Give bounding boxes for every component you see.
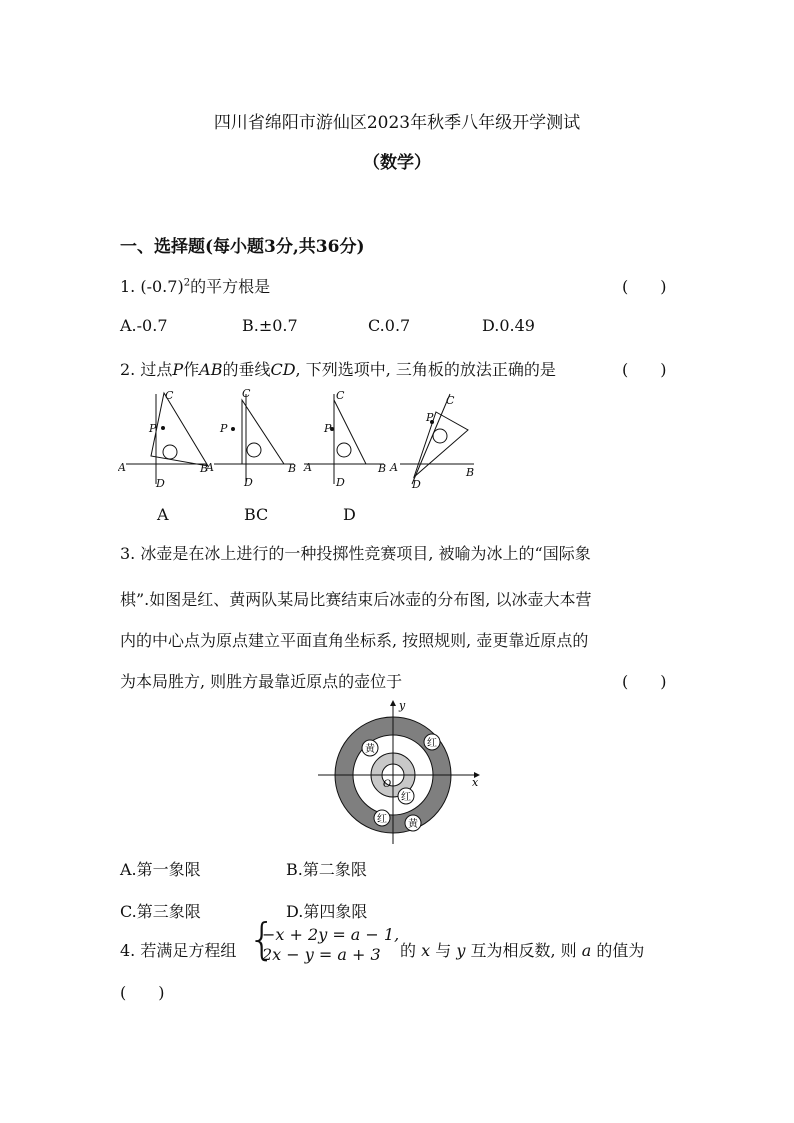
q4-var-x: x <box>421 941 431 960</box>
q4-t3: 互为相反数, 则 <box>470 941 577 960</box>
q1-answer-paren: ( ) <box>622 277 667 296</box>
q4-system-brace: { <box>248 914 276 965</box>
q4-prefix: 4. 若满足方程组 <box>120 941 237 960</box>
q4-t1: 的 <box>400 941 417 960</box>
point-p-dot <box>162 427 165 430</box>
q4-answer-paren: ( ) <box>120 983 165 1002</box>
q3-answer-paren: ( ) <box>622 672 667 691</box>
label-p: P <box>324 422 332 435</box>
label-p: P <box>426 411 434 424</box>
q3-line-4: 为本局胜方, 则胜方最靠近原点的壶位于 <box>120 672 403 691</box>
set-square-hole <box>247 443 261 457</box>
red-stone-label: 红 <box>427 738 437 749</box>
origin-label: O <box>383 779 392 790</box>
label-b: B <box>288 462 297 475</box>
curling-house-figure <box>314 698 484 844</box>
label-d: D <box>336 476 345 489</box>
q3-line-3: 内的中心点为原点建立平面直角坐标系, 按照规则, 壶更靠近原点的 <box>120 631 589 650</box>
q3-option-a: A.第一象限 <box>120 860 201 879</box>
q2-t3: 的垂线 <box>222 360 271 379</box>
y-axis-label: y <box>399 699 406 712</box>
document-title: 四川省绵阳市游仙区2023年秋季八年级开学测试 <box>213 113 581 133</box>
label-c: C <box>165 389 174 402</box>
section-heading <box>120 232 365 257</box>
label-c: C <box>446 394 455 407</box>
red-stone-label: 红 <box>377 814 387 825</box>
label-b: B <box>200 462 209 475</box>
label-a: A <box>304 461 312 474</box>
q2-caption-bc: BC <box>244 505 269 524</box>
question-2 <box>120 357 556 380</box>
q4-t4: 的值为 <box>596 941 645 960</box>
q2-t4: , 下列选项中, 三角板的放法正确的是 <box>295 360 556 379</box>
x-axis-label: x <box>472 776 479 789</box>
label-c: C <box>242 387 251 400</box>
q2-t2: 作 <box>183 360 200 379</box>
label-b: B <box>466 466 475 479</box>
q4-equation-1: −x + 2y = a − 1, <box>262 925 400 944</box>
q4-t2: 与 <box>435 941 452 960</box>
line-cd <box>412 394 450 484</box>
q2-answer-paren: ( ) <box>622 360 667 379</box>
label-a: A <box>206 461 214 474</box>
label-p: P <box>220 422 228 435</box>
label-p: P <box>149 422 157 435</box>
q4-equation-system <box>262 925 399 965</box>
q1-option-b: B.±0.7 <box>242 316 298 335</box>
label-d: D <box>156 477 165 490</box>
q4-var-y: y <box>456 941 466 960</box>
q4-stem <box>400 938 644 961</box>
point-p-dot <box>232 428 235 431</box>
q1-option-d: D.0.49 <box>482 316 535 335</box>
q1-stem: 的平方根是 <box>190 277 271 296</box>
q4-var-a: a <box>581 941 592 960</box>
q2-caption-a: A <box>157 505 169 524</box>
q1-option-a: A.-0.7 <box>120 316 168 335</box>
q2-caption-d: D <box>343 505 356 524</box>
red-stone-label: 红 <box>401 792 411 803</box>
q3-line-2: 棋”.如图是红、黄两队某局比赛结束后冰壶的分布图, 以冰壶大本营 <box>120 590 592 609</box>
question-1 <box>120 274 270 297</box>
q2-segment-ab: AB <box>199 360 223 379</box>
label-d: D <box>244 476 253 489</box>
q1-prefix: 1. (-0.7) <box>120 277 184 296</box>
q3-option-d: D.第四象限 <box>286 902 368 921</box>
q2-panel-1 <box>126 393 208 484</box>
set-square-hole <box>433 429 447 443</box>
label-a: A <box>118 461 126 474</box>
section-heading-text: 一、选择题(每小题3分,共36分) <box>120 237 365 257</box>
q2-t1: 2. 过点 <box>120 360 173 379</box>
label-c: C <box>336 389 345 402</box>
set-square <box>414 412 468 477</box>
q3-option-c: C.第三象限 <box>120 902 201 921</box>
document-subject: （数学） <box>363 153 431 173</box>
q2-panel-3 <box>304 394 387 484</box>
q4-equation-2: 2x − y = a + 3 <box>262 945 381 964</box>
q3-option-b: B.第二象限 <box>286 860 367 879</box>
q2-point-p: P <box>172 360 184 379</box>
label-b: B <box>378 462 387 475</box>
q2-panel-4 <box>400 394 474 484</box>
label-a: A <box>390 461 398 474</box>
q2-segment-cd: CD <box>270 360 296 379</box>
q1-exponent: 2 <box>183 277 191 289</box>
yellow-stone-label: 黄 <box>408 819 418 830</box>
q1-option-c: C.0.7 <box>368 316 411 335</box>
set-square <box>151 393 208 466</box>
set-square-hole <box>163 445 177 459</box>
yellow-stone-label: 黄 <box>365 744 375 755</box>
label-d: D <box>412 478 421 491</box>
q2-panel-2 <box>214 394 297 484</box>
y-axis-arrow <box>390 700 396 706</box>
q2-figure <box>118 386 488 496</box>
q3-line-1: 3. 冰壶是在冰上进行的一种投掷性竞赛项目, 被喻为冰上的“国际象 <box>120 544 591 563</box>
set-square-hole <box>337 443 351 457</box>
